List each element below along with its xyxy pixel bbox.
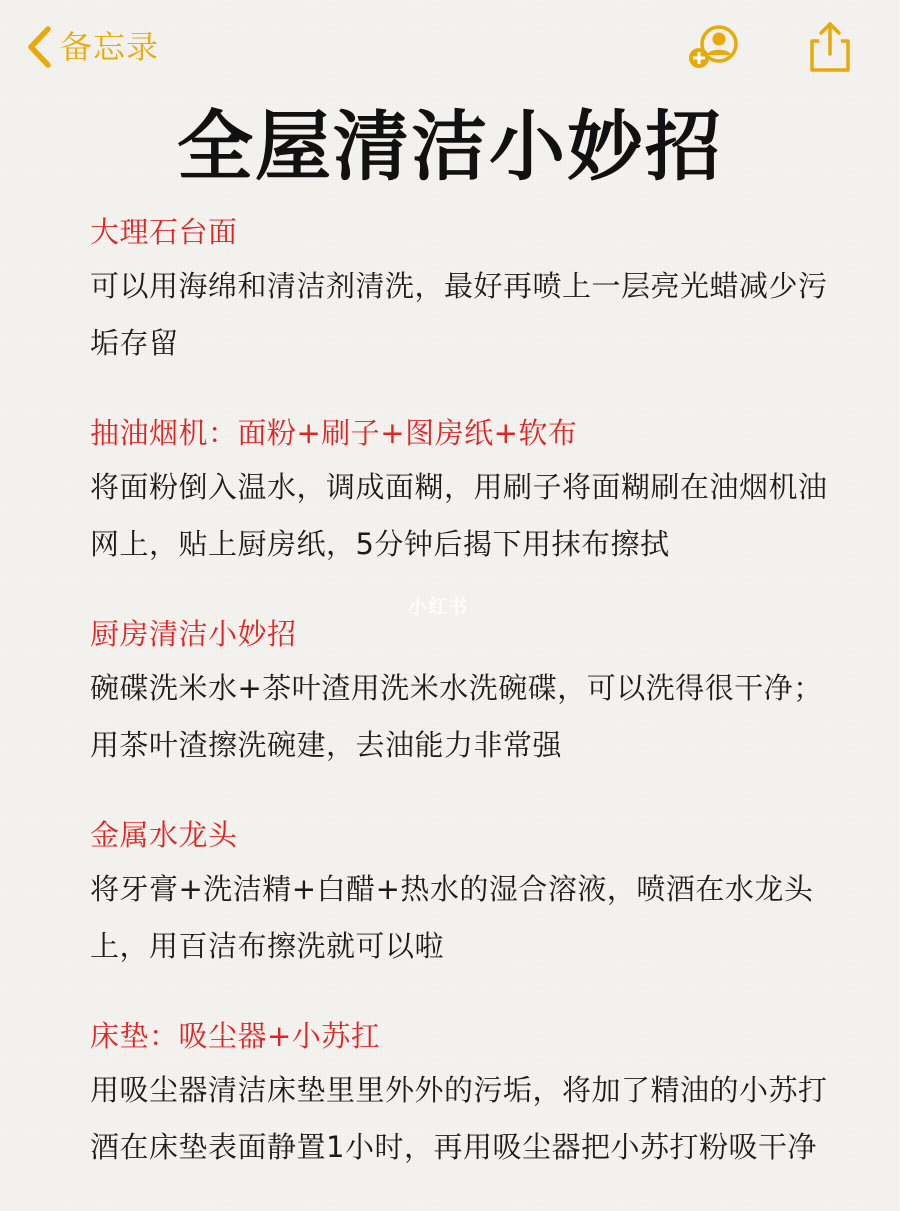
share-icon bbox=[800, 18, 860, 78]
note-title: 全屋清洁小妙招 bbox=[177, 102, 723, 191]
section-text: 可以用海绵和清洁剂清洗，最好再喷上一层亮光蜡减少污垢存留 bbox=[90, 269, 828, 360]
nav-bar bbox=[0, 0, 900, 95]
section-marble-countertop bbox=[90, 206, 850, 372]
section-text: 将牙膏+洗洁精+白醋+热水的湿合溶液，喷酒在水龙头上，用百洁布擦洗就可以啦 bbox=[90, 872, 814, 963]
share-button[interactable] bbox=[800, 18, 860, 78]
note-body[interactable] bbox=[90, 206, 850, 1211]
section-mattress bbox=[90, 1010, 850, 1176]
section-kitchen-tips bbox=[90, 608, 850, 774]
section-heading: 床垫：吸尘器+小苏扛 bbox=[90, 1019, 381, 1053]
section-metal-faucet bbox=[90, 809, 850, 975]
section-heading: 金属水龙头 bbox=[90, 818, 238, 852]
section-text: 将面粉倒入温水，调成面糊，用刷子将面糊刷在油烟机油网上，贴上厨房纸，5分钟后揭下用抹布擦拭 bbox=[90, 470, 828, 561]
section-heading: 大理石台面 bbox=[90, 215, 238, 249]
back-label: 备忘录 bbox=[60, 28, 160, 66]
add-person-button[interactable] bbox=[685, 18, 745, 78]
back-button[interactable] bbox=[26, 22, 159, 72]
add-person-icon bbox=[685, 18, 745, 78]
section-range-hood bbox=[90, 407, 850, 573]
chevron-left-icon bbox=[26, 25, 52, 69]
section-heading: 抽油烟机：面粉+刷子+图房纸+软布 bbox=[90, 416, 578, 450]
watermark: 小红书 bbox=[408, 596, 469, 618]
section-heading: 厨房清洁小妙招 bbox=[90, 617, 297, 651]
section-text: 碗碟洗米水+茶叶渣用洗米水洗碗碟，可以洗得很干净；用茶叶渣擦洗碗建，去油能力非常强 bbox=[90, 671, 823, 762]
section-text: 用吸尘器清洁床垫里里外外的污垢，将加了精油的小苏打酒在床垫表面静置1小时，再用吸尘器把小苏打粉吸干净 bbox=[90, 1073, 828, 1164]
